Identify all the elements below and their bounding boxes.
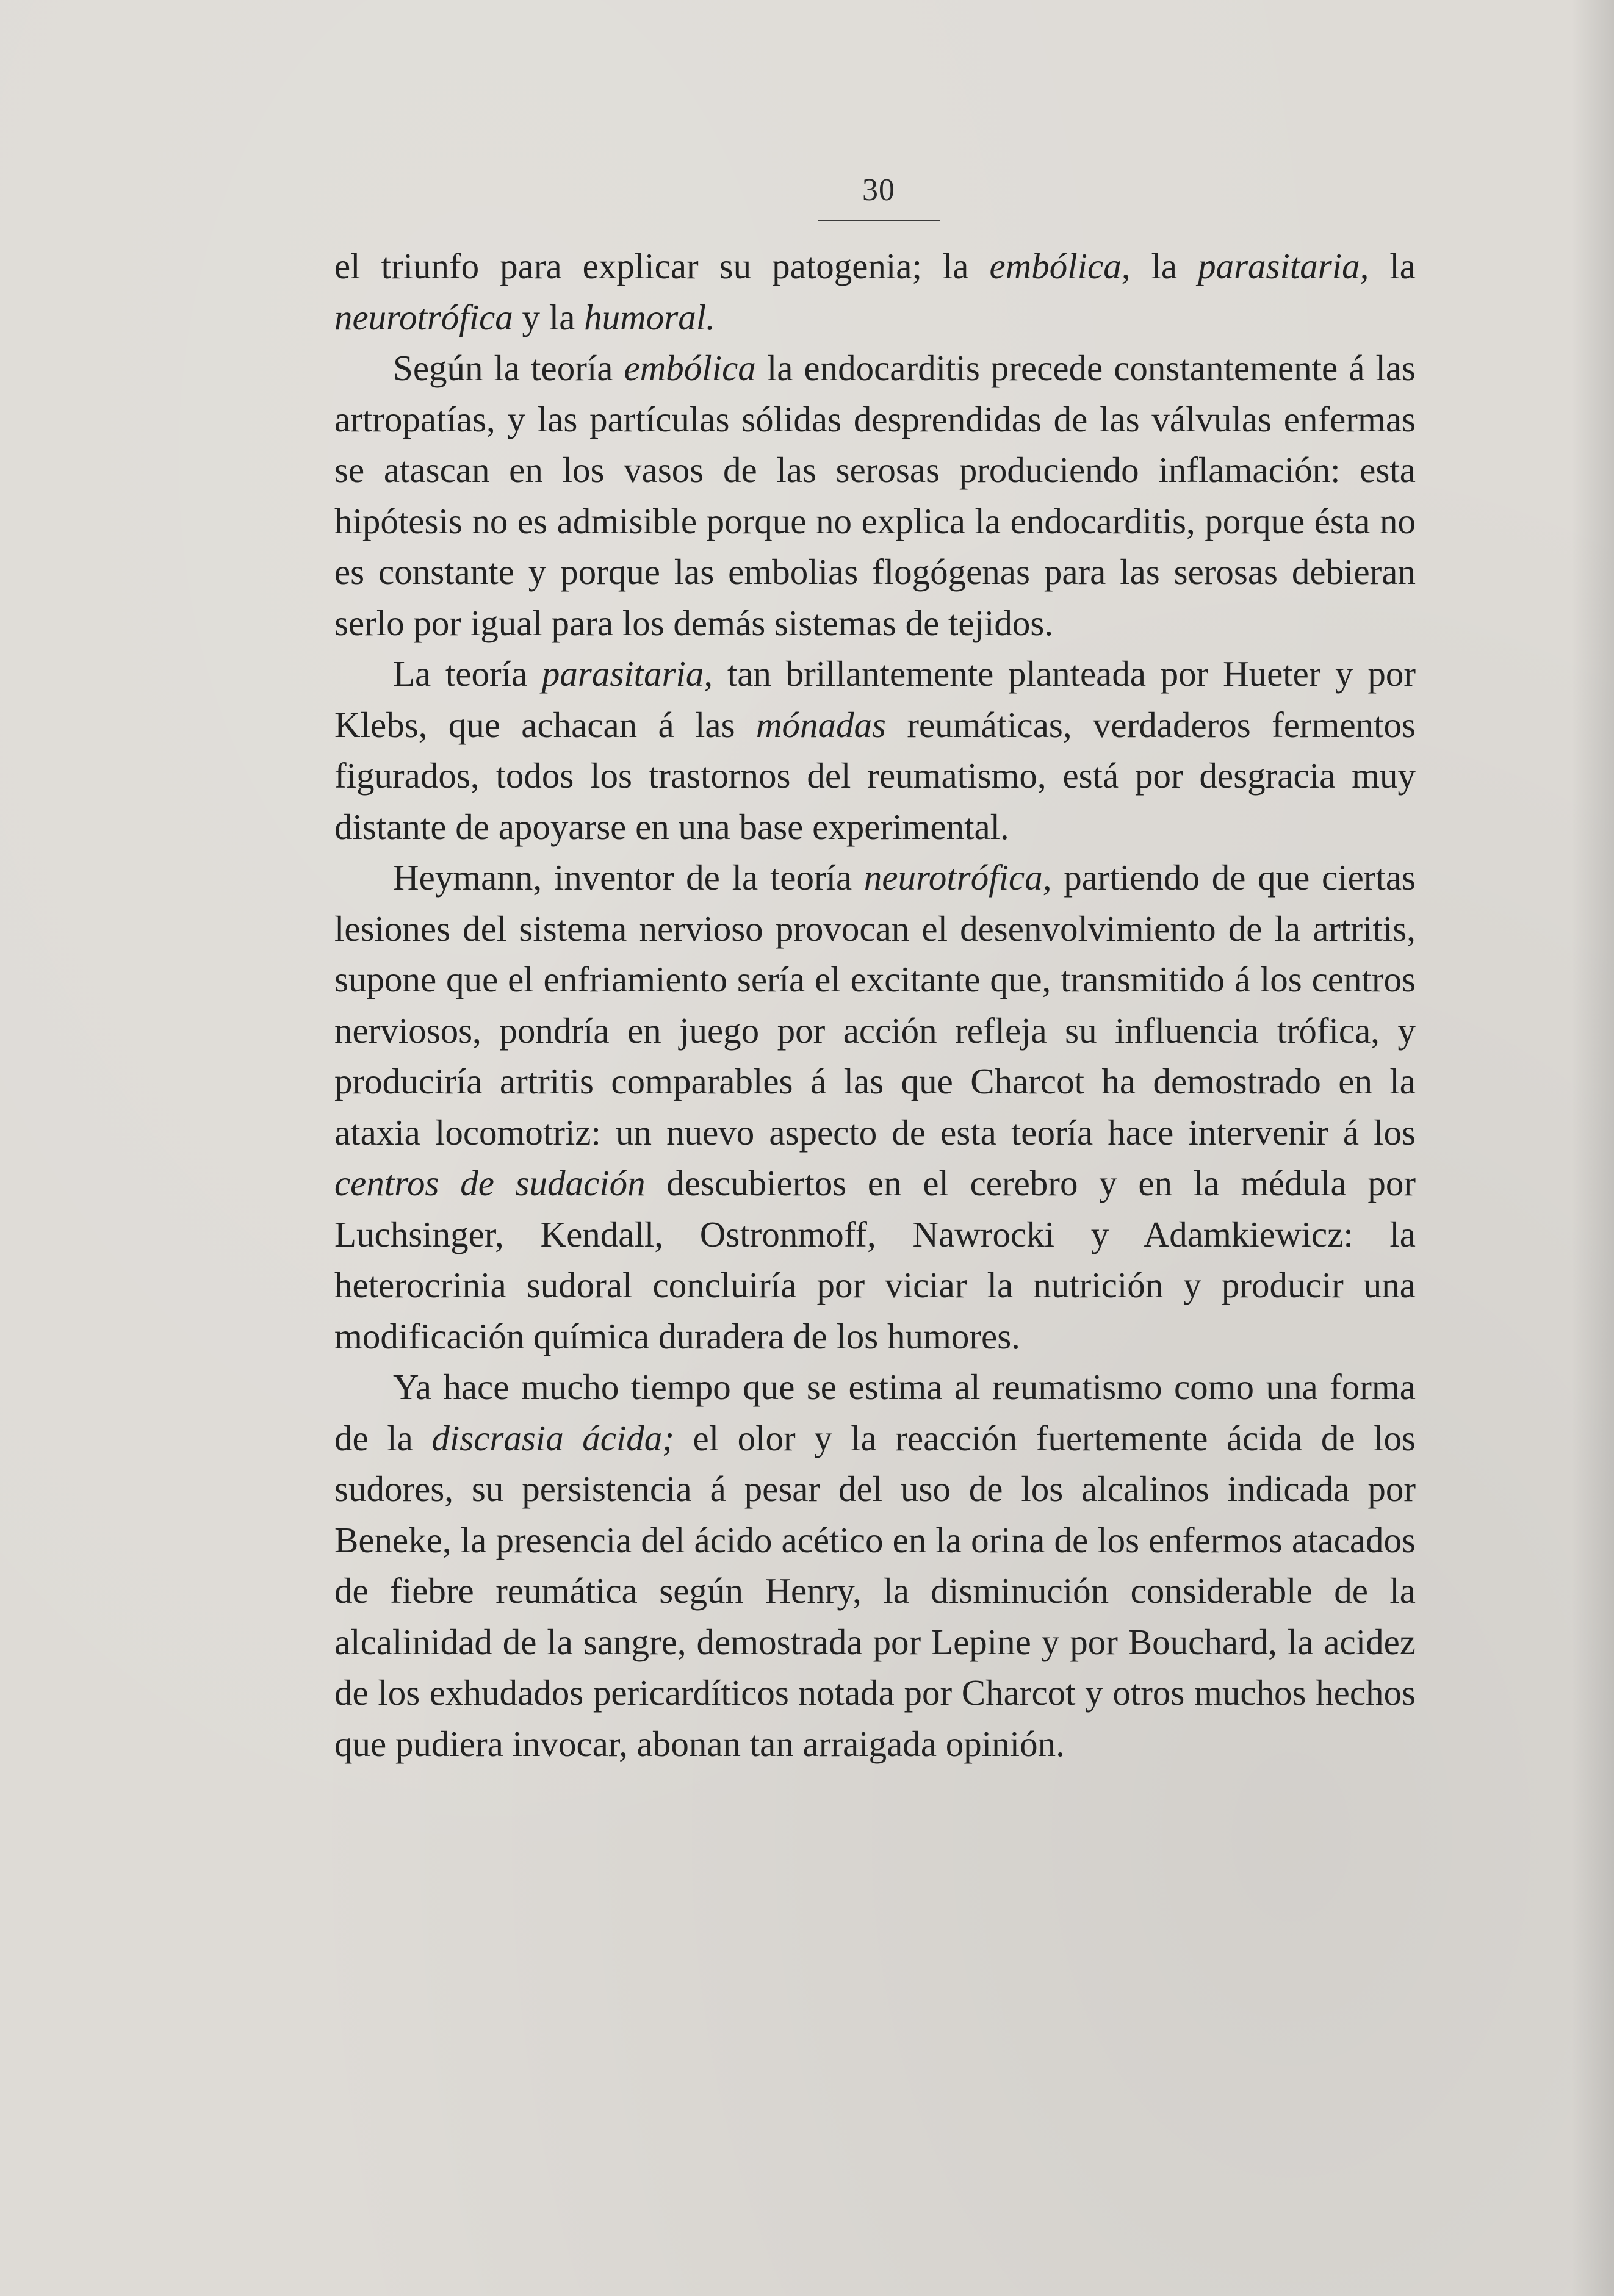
paragraph-3: [334, 649, 1416, 852]
text-run: y la: [513, 297, 585, 337]
text-run: Según la teoría: [393, 348, 624, 388]
text-run: la: [1130, 246, 1198, 286]
body-text: [334, 241, 1416, 1769]
text-run: partiendo de que ciertas lesiones del sistema nervioso provocan el desenvolvimiento de la artritis, supone que el enfriamiento sería el excitante que, transmitido á los centros nerviosos, pondría en juego por acción refleja su influencia trófica, y produciría artritis comparables á las que Charcot ha demostrado en la ataxia locomotriz: un nuevo aspecto de esta teoría hace intervenir á los: [334, 857, 1416, 1153]
italic-term: humoral.: [584, 297, 715, 337]
italic-term: neurotrófica,: [863, 857, 1052, 898]
italic-term: parasitaria,: [1198, 246, 1369, 286]
text-run: la: [1369, 246, 1416, 286]
text-run: Heymann, inventor de la teoría: [393, 857, 864, 898]
italic-term: embólica: [624, 348, 756, 388]
italic-term: embólica,: [989, 246, 1131, 286]
paragraph-1: [334, 241, 1416, 343]
text-run: reumáticas, verdaderos fermentos figurados, todos los trastornos del reumatismo, está por desgracia muy distante de apoyarse en una base experimental.: [334, 704, 1416, 847]
text-run: La teoría: [393, 653, 542, 694]
text-run: el olor y la reacción fuertemente ácida de los sudores, su persistencia á pesar del uso de los alcalinos indicada por Beneke, la presencia del ácido acético en la orina de los enfermos atacados de fiebre reumática según Henry, la disminución considerable de la alcalinidad de la sangre, demostrada por Lepine y por Bouchard, la acidez de los exhudados pericardíticos notada por Charcot y otros muchos hechos que pudiera invocar, abonan tan arraigada opinión.: [334, 1417, 1416, 1764]
italic-term: centros de sudación: [334, 1163, 646, 1203]
italic-term: neurotrófica: [334, 297, 513, 337]
paragraph-5: [334, 1362, 1416, 1769]
text-run: Ya hace mucho tiempo que se estima al reumatismo como una forma de la: [334, 1367, 1416, 1458]
page-edge-shadow: [1571, 0, 1614, 2296]
text-run: descubiertos en el cerebro y en la médula por Luchsinger, Kendall, Ostronmoff, Nawrocki y Adamkiewicz: la heterocrinia sudoral concluiría por viciar la nutrición y producir una modificación química duradera de los humores.: [334, 1163, 1416, 1356]
paragraph-4: [334, 852, 1416, 1362]
italic-term: parasitaria,: [541, 653, 713, 694]
text-run: el triunfo para explicar su patogenia; la: [334, 246, 990, 286]
text-run: la endocarditis precede constantemente á las artropatías, y las partículas sólidas desprendidas de las válvulas enfermas se atascan en los vasos de las serosas produciendo inflamación: esta hipótesis no es admisible porque no explica la endocarditis, porque ésta no es constante y porque las embolias flogógenas para las serosas debieran serlo por igual para los demás sistemas de tejidos.: [334, 348, 1416, 643]
paragraph-2: [334, 343, 1416, 649]
page-number: 30: [862, 173, 895, 207]
italic-term: discrasia ácida;: [431, 1417, 674, 1458]
text-run: tan brillantemente planteada por Hueter y por Klebs, que achacan á las: [334, 653, 1416, 745]
page-number-rule: [818, 220, 940, 221]
italic-term: mónadas: [755, 704, 886, 745]
